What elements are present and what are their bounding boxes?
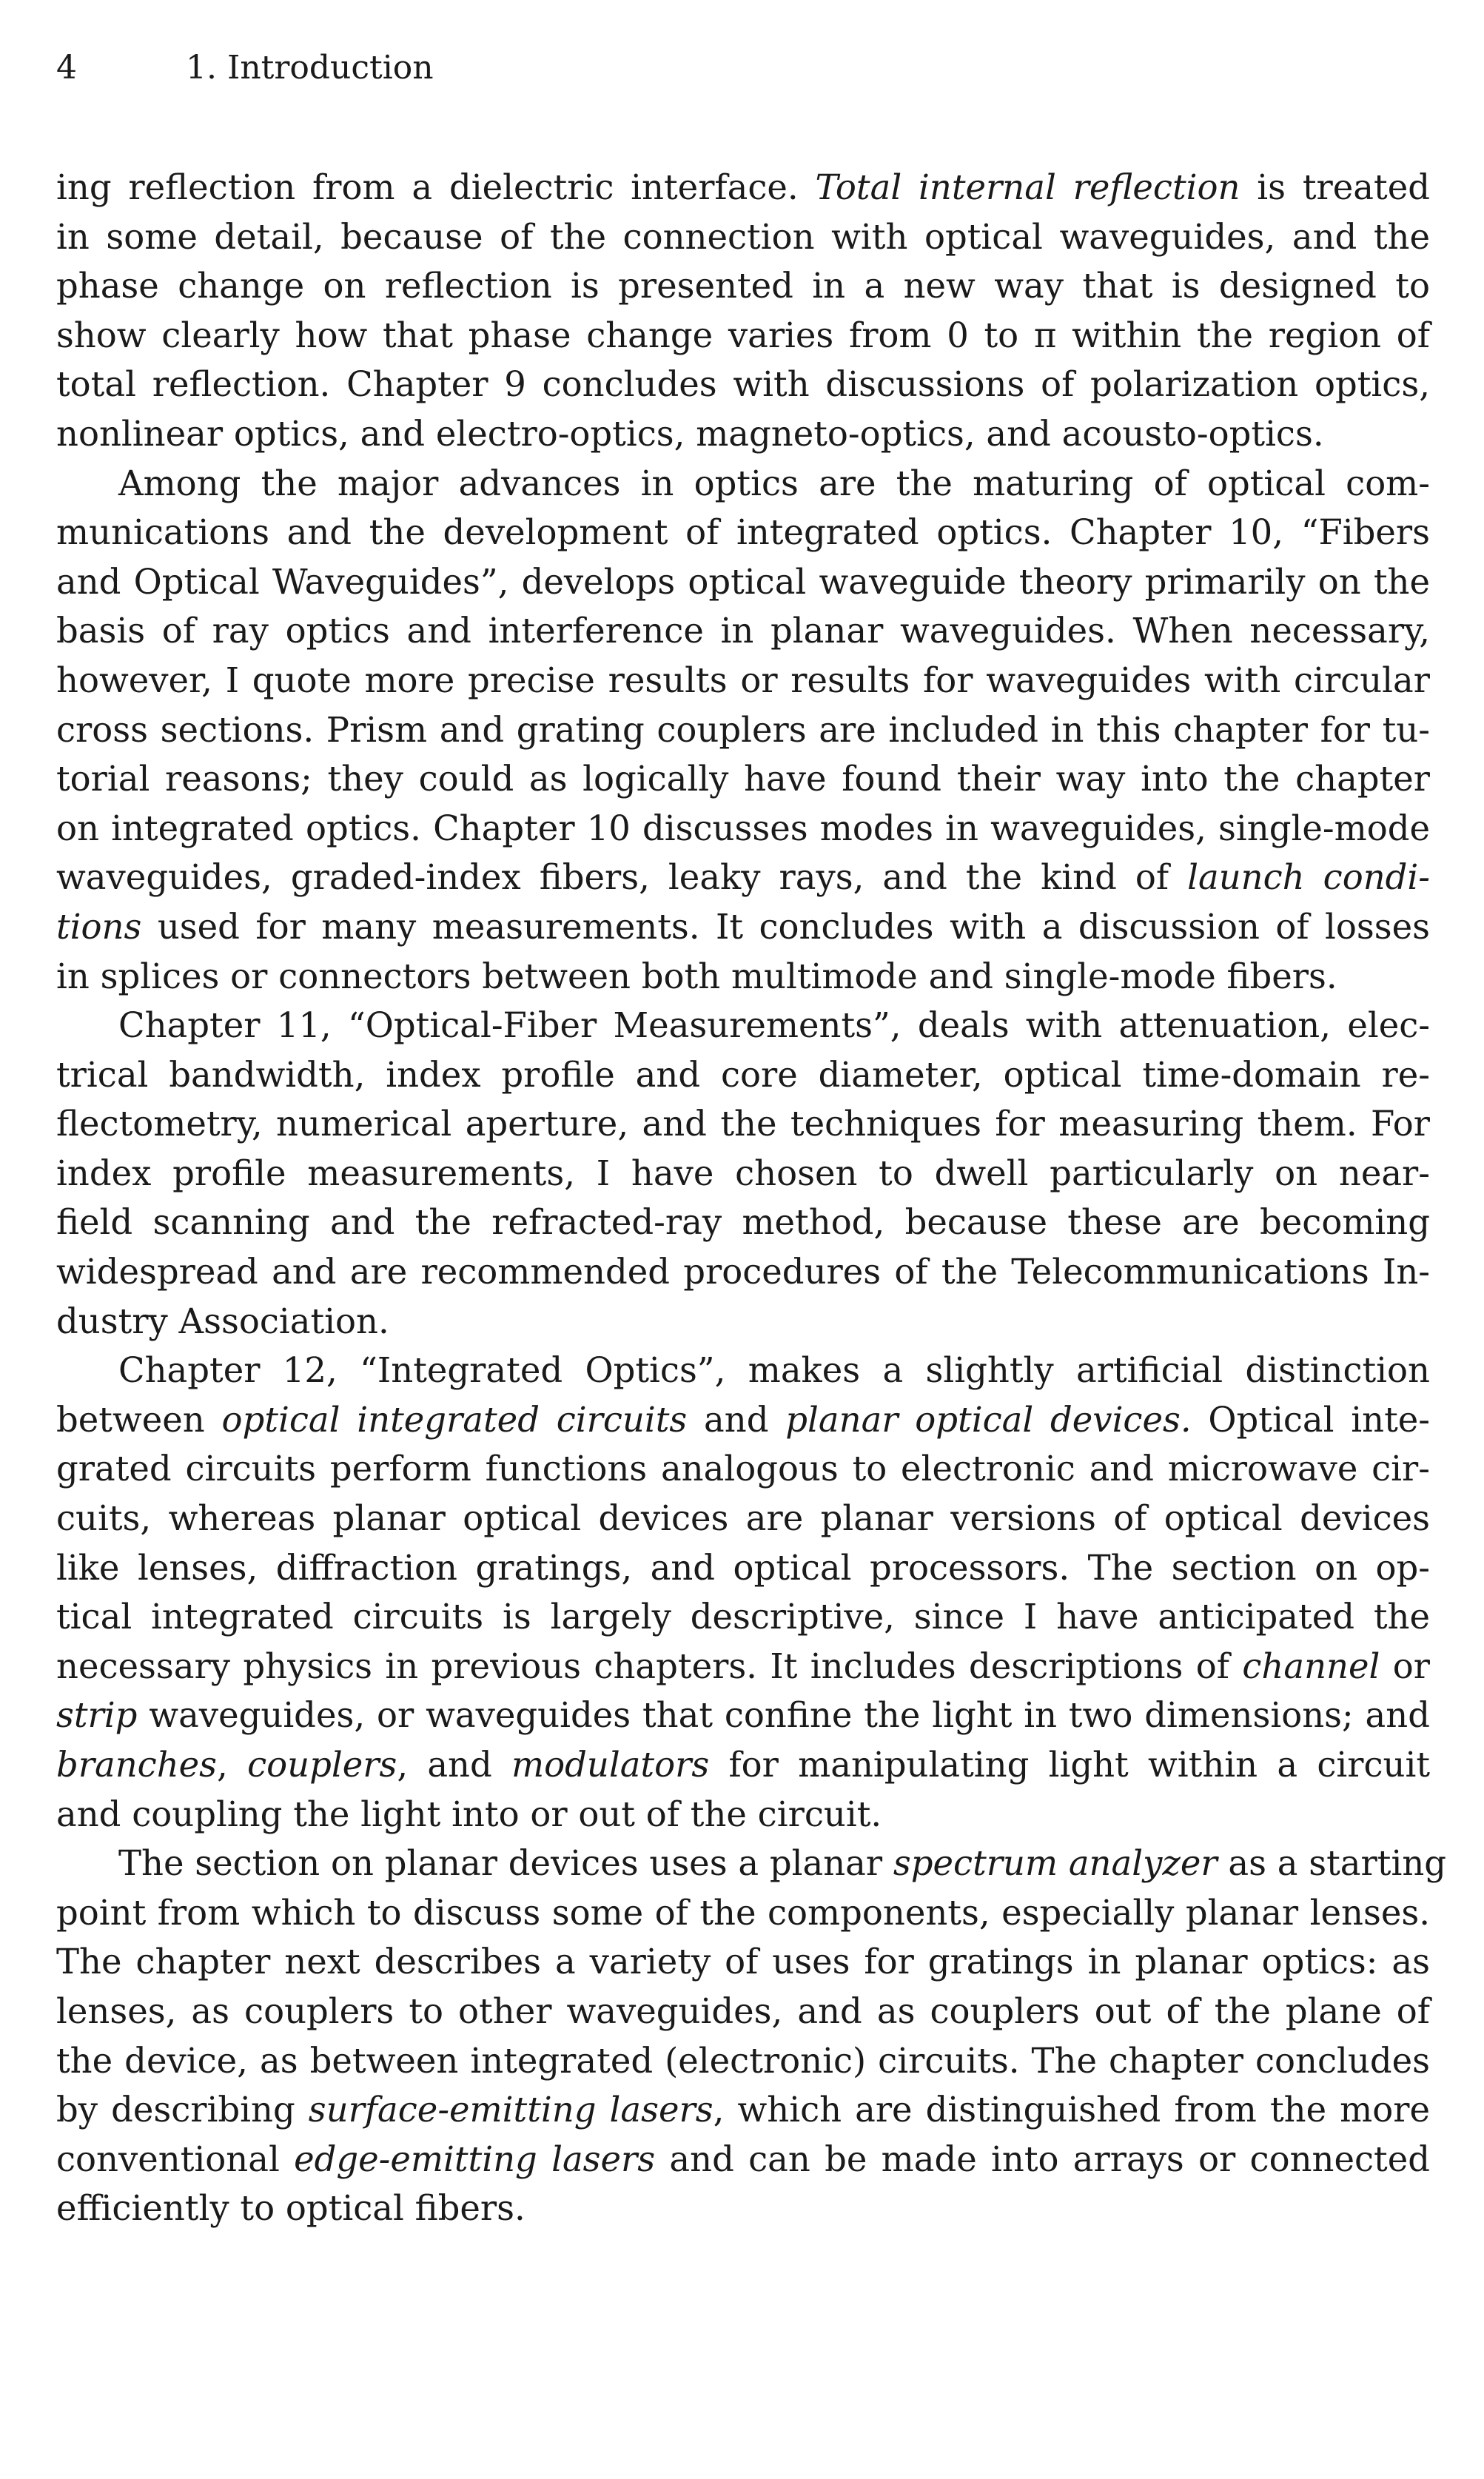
text-run: index profile measurements, I have chosen to dwell particularly on near-	[56, 1153, 1430, 1193]
text-line	[56, 705, 1430, 755]
text-line	[56, 1691, 1430, 1740]
text-run: phase change on reflection is presented in a new way that is designed to	[56, 266, 1430, 306]
text-run: cuits, whereas planar optical devices are planar versions of optical devices	[56, 1498, 1430, 1539]
text-run: efficiently to optical fibers.	[56, 2188, 526, 2229]
italic-term: optical integrated circuits	[221, 1399, 688, 1440]
text-line	[56, 952, 1430, 1002]
text-run: field scanning and the refracted-ray method, because these are becoming	[56, 1202, 1430, 1243]
text-line	[56, 1937, 1430, 1987]
text-run: Optical inte-	[1191, 1399, 1431, 1440]
text-line	[56, 1247, 1430, 1297]
text-run: trical bandwidth, index profile and core diameter, optical time-domain re-	[56, 1054, 1430, 1095]
text-line	[56, 1888, 1430, 1938]
text-line	[56, 212, 1430, 262]
text-run: grated circuits perform functions analogous to electronic and microwave cir-	[56, 1449, 1430, 1489]
text-line	[56, 360, 1430, 409]
text-line	[56, 1790, 1430, 1839]
italic-term: channel	[1242, 1646, 1380, 1686]
text-line	[56, 1198, 1430, 1247]
text-line	[56, 163, 1430, 212]
text-run: waveguides, or waveguides that confine the light in two dimensions; and	[137, 1695, 1430, 1736]
paragraph	[56, 1346, 1430, 1839]
text-line	[56, 606, 1430, 656]
text-line	[56, 1346, 1430, 1395]
italic-term: planar optical devices.	[785, 1399, 1192, 1440]
text-run: torial reasons; they could as logically have found their way into the chapter	[56, 759, 1430, 799]
text-line	[56, 409, 1430, 459]
text-run: Chapter 11, “Optical-Fiber Measurements”, deals with attenuation, elec-	[118, 1005, 1430, 1046]
text-run: lenses, as couplers to other waveguides, and as couplers out of the plane of	[56, 1990, 1430, 2031]
text-line	[56, 1297, 1430, 1346]
text-line	[56, 311, 1430, 360]
text-line	[56, 459, 1430, 509]
text-run: , which are distinguished from the more	[713, 2090, 1430, 2130]
text-run: for manipulating light within a circuit	[709, 1745, 1431, 1785]
text-line	[56, 261, 1430, 311]
page-number: 4	[56, 49, 77, 87]
text-run: flectometry, numerical aperture, and the techniques for measuring them. For	[56, 1104, 1430, 1144]
paragraph	[56, 163, 1430, 459]
text-line	[56, 1001, 1430, 1050]
text-run: ing reflection from a dielectric interface.	[56, 167, 816, 207]
text-line	[56, 1099, 1430, 1149]
text-line	[56, 1987, 1430, 2036]
italic-term: launch condi-	[1187, 857, 1430, 898]
text-run: Among the major advances in optics are the maturing of optical com-	[118, 463, 1430, 503]
text-run: The chapter next describes a variety of uses for gratings in planar optics: as	[56, 1942, 1430, 1982]
italic-term: modulators	[511, 1745, 710, 1785]
text-line	[56, 1592, 1430, 1642]
text-line	[56, 2184, 1430, 2233]
text-run: Chapter 12, “Integrated Optics”, makes a slightly artificial distinction	[118, 1350, 1430, 1391]
text-line	[56, 1444, 1430, 1494]
text-run: basis of ray optics and interference in planar waveguides. When necessary,	[56, 611, 1430, 651]
text-run: and	[687, 1399, 786, 1440]
text-run: point from which to discuss some of the components, especially planar lenses.	[56, 1892, 1430, 1933]
chapter-title: 1. Introduction	[186, 49, 434, 87]
italic-term: spectrum analyzer	[893, 1843, 1218, 1884]
text-line	[56, 1494, 1430, 1543]
italic-term: Total internal reflection	[815, 167, 1240, 207]
text-line	[56, 1395, 1430, 1445]
body-text	[56, 163, 1447, 2233]
text-line	[56, 656, 1430, 705]
text-run: in splices or connectors between both multimode and single-mode fibers.	[56, 956, 1337, 996]
text-line	[56, 1149, 1430, 1198]
text-line	[56, 1839, 1447, 1888]
text-run: waveguides, graded-index fibers, leaky rays, and the kind of	[56, 857, 1188, 898]
text-run: necessary physics in previous chapters. It includes descriptions of	[56, 1646, 1243, 1686]
text-run: cross sections. Prism and grating couplers are included in this chapter for tu-	[56, 709, 1430, 750]
text-run: or	[1380, 1646, 1430, 1686]
text-run: on integrated optics. Chapter 10 discusses modes in waveguides, single-mode	[56, 808, 1430, 848]
text-run: is treated	[1240, 167, 1430, 207]
text-run: between	[56, 1399, 222, 1440]
text-run: and can be made into arrays or connected	[655, 2138, 1431, 2179]
italic-term: strip	[56, 1695, 138, 1736]
text-run: used for many measurements. It concludes with a discussion of losses	[141, 906, 1430, 947]
text-line	[56, 1543, 1430, 1593]
text-run: show clearly how that phase change varies from 0 to π within the region of	[56, 315, 1430, 355]
text-run: ,	[217, 1745, 248, 1785]
text-line	[56, 508, 1430, 557]
text-run: The section on planar devices uses a planar	[118, 1843, 893, 1884]
italic-term: couplers	[247, 1745, 397, 1785]
text-run: in some detail, because of the connection with optical waveguides, and the	[56, 216, 1430, 257]
text-run: conventional	[56, 2138, 295, 2179]
text-run: nonlinear optics, and electro-optics, magneto-optics, and acousto-optics.	[56, 413, 1324, 454]
paragraph	[56, 1001, 1430, 1346]
text-line	[56, 1642, 1430, 1691]
text-line	[56, 2085, 1430, 2135]
text-line	[56, 902, 1430, 952]
text-run: by describing	[56, 2090, 309, 2130]
text-line	[56, 2135, 1430, 2184]
text-line	[56, 1740, 1430, 1790]
text-run: tical integrated circuits is largely descriptive, since I have anticipated the	[56, 1597, 1430, 1637]
text-run: like lenses, diffraction gratings, and optical processors. The section on op-	[56, 1547, 1430, 1588]
paragraph	[56, 459, 1430, 1002]
text-run: and coupling the light into or out of the circuit.	[56, 1794, 882, 1834]
text-run: however, I quote more precise results or results for waveguides with circular	[56, 660, 1430, 700]
text-run: the device, as between integrated (electronic) circuits. The chapter concludes	[56, 2040, 1430, 2081]
text-line	[56, 754, 1430, 804]
text-run: , and	[397, 1745, 512, 1785]
text-run: dustry Association.	[56, 1301, 389, 1341]
text-run: as a starting	[1217, 1843, 1447, 1884]
italic-term: edge-emitting lasers	[294, 2138, 656, 2179]
text-line	[56, 557, 1430, 607]
text-run: total reflection. Chapter 9 concludes with discussions of polarization optics,	[56, 364, 1430, 405]
italic-term: surface-emitting lasers	[308, 2090, 714, 2130]
running-head	[56, 46, 434, 90]
text-run: and Optical Waveguides”, develops optical waveguide theory primarily on the	[56, 561, 1430, 602]
text-line	[56, 853, 1430, 902]
italic-term: tions	[56, 906, 142, 947]
italic-term: branches	[56, 1745, 218, 1785]
text-line	[56, 1050, 1430, 1100]
text-run: munications and the development of integrated optics. Chapter 10, “Fibers	[56, 512, 1430, 553]
text-line	[56, 804, 1430, 853]
text-run: widespread and are recommended procedures of the Telecommunications In-	[56, 1252, 1430, 1292]
text-line	[56, 2036, 1430, 2086]
paragraph	[56, 1839, 1447, 2233]
